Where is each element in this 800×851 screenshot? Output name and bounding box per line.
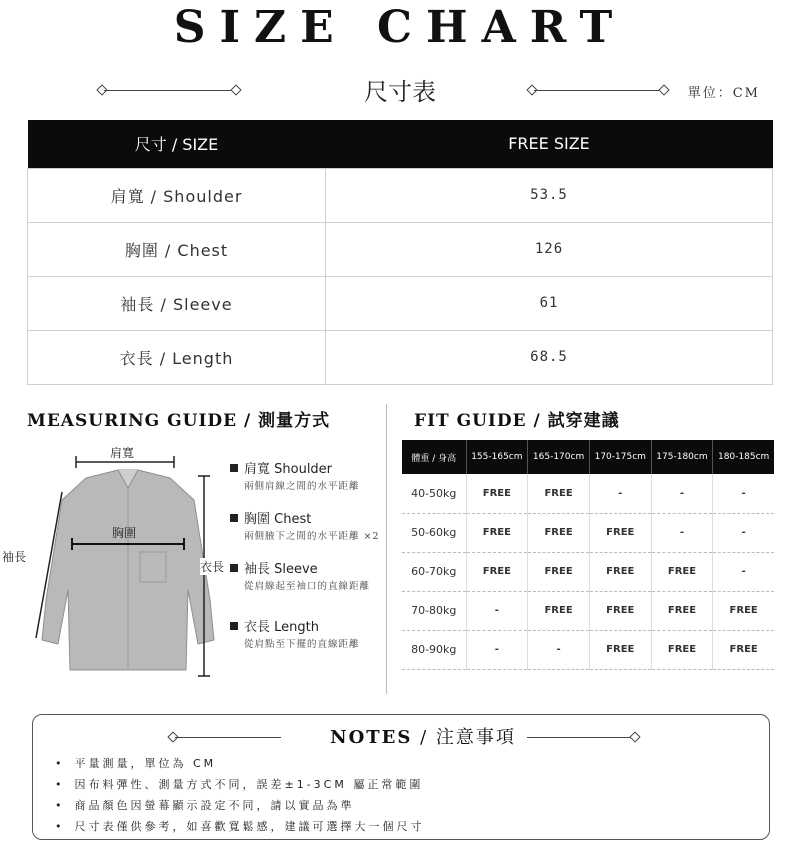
size-table-header — [28, 120, 773, 168]
list-item — [230, 508, 380, 544]
row-label: 衣長 / Length — [28, 330, 326, 384]
list-item: • 平量測量，單位為 CM — [55, 753, 425, 774]
guide-item-desc: 兩側肩線之間的水平距離 — [244, 481, 360, 492]
bullet-square-icon — [230, 514, 238, 522]
weight-cell: 60-70kg — [402, 552, 466, 591]
page-subtitle: 尺寸表 — [364, 78, 436, 106]
fit-cell: FREE — [528, 591, 590, 630]
fit-cell: - — [466, 630, 528, 669]
ornament-line — [175, 737, 281, 738]
notes-title: NOTES / 注意事項 — [330, 727, 516, 748]
notes-title-zh: 注意事項 — [435, 727, 516, 748]
fit-cell: FREE — [528, 474, 590, 513]
table-row — [28, 276, 773, 330]
table-row — [402, 552, 774, 591]
notes-list — [55, 753, 425, 837]
table-row — [402, 630, 774, 669]
height-header: 165-170cm — [528, 440, 590, 474]
table-row — [28, 222, 773, 276]
weight-cell: 80-90kg — [402, 630, 466, 669]
ornament-line — [104, 90, 232, 91]
diagram-length-label: 衣長 — [200, 560, 225, 574]
measuring-guide-heading: MEASURING GUIDE / 測量方式 — [27, 411, 331, 431]
fit-guide-table — [402, 440, 774, 670]
height-header: 155-165cm — [466, 440, 528, 474]
fit-cell: - — [528, 630, 590, 669]
list-item: • 因布料彈性、測量方式不同，誤差±1-3CM 屬正常範圍 — [55, 774, 425, 795]
list-item — [230, 458, 380, 494]
fit-cell: - — [713, 474, 774, 513]
fit-cell: FREE — [466, 552, 528, 591]
fit-cell: FREE — [466, 474, 528, 513]
guide-item-title: 胸圍 Chest — [244, 512, 312, 527]
guide-item-title: 肩寬 Shoulder — [244, 462, 333, 477]
diagram-shoulder-label: 肩寬 — [110, 446, 135, 460]
fit-guide-heading: FIT GUIDE / 試穿建議 — [414, 411, 620, 431]
row-value: 53.5 — [326, 168, 773, 222]
fit-cell: FREE — [528, 513, 590, 552]
guide-item-title: 衣長 Length — [244, 620, 319, 635]
fit-cell: FREE — [589, 630, 651, 669]
ornament-line — [534, 90, 660, 91]
fit-cell: - — [651, 474, 713, 513]
diagram-sleeve-label: 袖長 — [2, 550, 27, 564]
size-column-header: 尺寸 / SIZE — [28, 120, 326, 168]
subtitle-row — [0, 72, 800, 108]
fit-cell: - — [589, 474, 651, 513]
row-label: 胸圍 / Chest — [28, 222, 326, 276]
ornament-diamond — [658, 84, 669, 95]
fit-cell: - — [651, 513, 713, 552]
diagram-chest-label: 胸圍 — [112, 526, 137, 540]
fit-cell: FREE — [589, 513, 651, 552]
size-table — [27, 120, 773, 385]
fit-cell: FREE — [713, 630, 774, 669]
fit-cell: FREE — [589, 591, 651, 630]
list-item: • 商品顏色因螢幕顯示設定不同，請以實品為準 — [55, 795, 425, 816]
guide-item-desc: 從肩線起至袖口的直線距離 — [244, 581, 371, 592]
page-title: SIZE CHART — [173, 2, 627, 53]
shirt-diagram — [2, 440, 228, 680]
table-row — [402, 591, 774, 630]
guide-item-title: 袖長 Sleeve — [244, 562, 318, 577]
row-label: 袖長 / Sleeve — [28, 276, 326, 330]
table-row — [402, 474, 774, 513]
bullet-square-icon — [230, 622, 238, 630]
fit-cell: FREE — [651, 591, 713, 630]
height-header: 180-185cm — [713, 440, 774, 474]
fit-cell: - — [713, 513, 774, 552]
free-size-column-header: FREE SIZE — [326, 120, 773, 168]
fit-cell: FREE — [651, 552, 713, 591]
notes-title-row — [33, 723, 771, 751]
row-value: 61 — [326, 276, 773, 330]
row-label: 肩寬 / Shoulder — [28, 168, 326, 222]
section-divider — [386, 404, 387, 694]
unit-label: 單位：CM — [687, 86, 760, 101]
list-item — [230, 558, 380, 594]
fit-cell: FREE — [589, 552, 651, 591]
guide-item-desc: 兩側腋下之間的水平距離 ×2 — [244, 531, 380, 542]
fit-cell: - — [713, 552, 774, 591]
height-header: 170-175cm — [589, 440, 651, 474]
shirt-icon — [18, 440, 228, 680]
guide-item-desc: 從肩點至下擺的直線距離 — [244, 639, 360, 650]
height-header: 175-180cm — [651, 440, 713, 474]
weight-cell: 50-60kg — [402, 513, 466, 552]
table-row — [28, 168, 773, 222]
fit-cell: - — [466, 591, 528, 630]
fit-table-header — [402, 440, 774, 474]
table-row — [402, 513, 774, 552]
table-row — [28, 330, 773, 384]
row-value: 126 — [326, 222, 773, 276]
fit-cell: FREE — [466, 513, 528, 552]
notes-box — [32, 714, 770, 840]
weight-height-header: 體重 / 身高 — [402, 440, 466, 474]
measuring-guide-list — [230, 458, 380, 666]
weight-cell: 70-80kg — [402, 591, 466, 630]
fit-cell: FREE — [713, 591, 774, 630]
list-item — [230, 616, 380, 652]
bullet-square-icon — [230, 464, 238, 472]
notes-title-en: NOTES — [330, 727, 413, 748]
bullet-square-icon — [230, 564, 238, 572]
list-item: • 尺寸表僅供參考，如喜歡寬鬆感，建議可選擇大一個尺寸 — [55, 816, 425, 837]
fit-cell: FREE — [528, 552, 590, 591]
ornament-diamond — [629, 731, 640, 742]
ornament-line — [527, 737, 633, 738]
fit-cell: FREE — [651, 630, 713, 669]
ornament-diamond — [230, 84, 241, 95]
weight-cell: 40-50kg — [402, 474, 466, 513]
row-value: 68.5 — [326, 330, 773, 384]
